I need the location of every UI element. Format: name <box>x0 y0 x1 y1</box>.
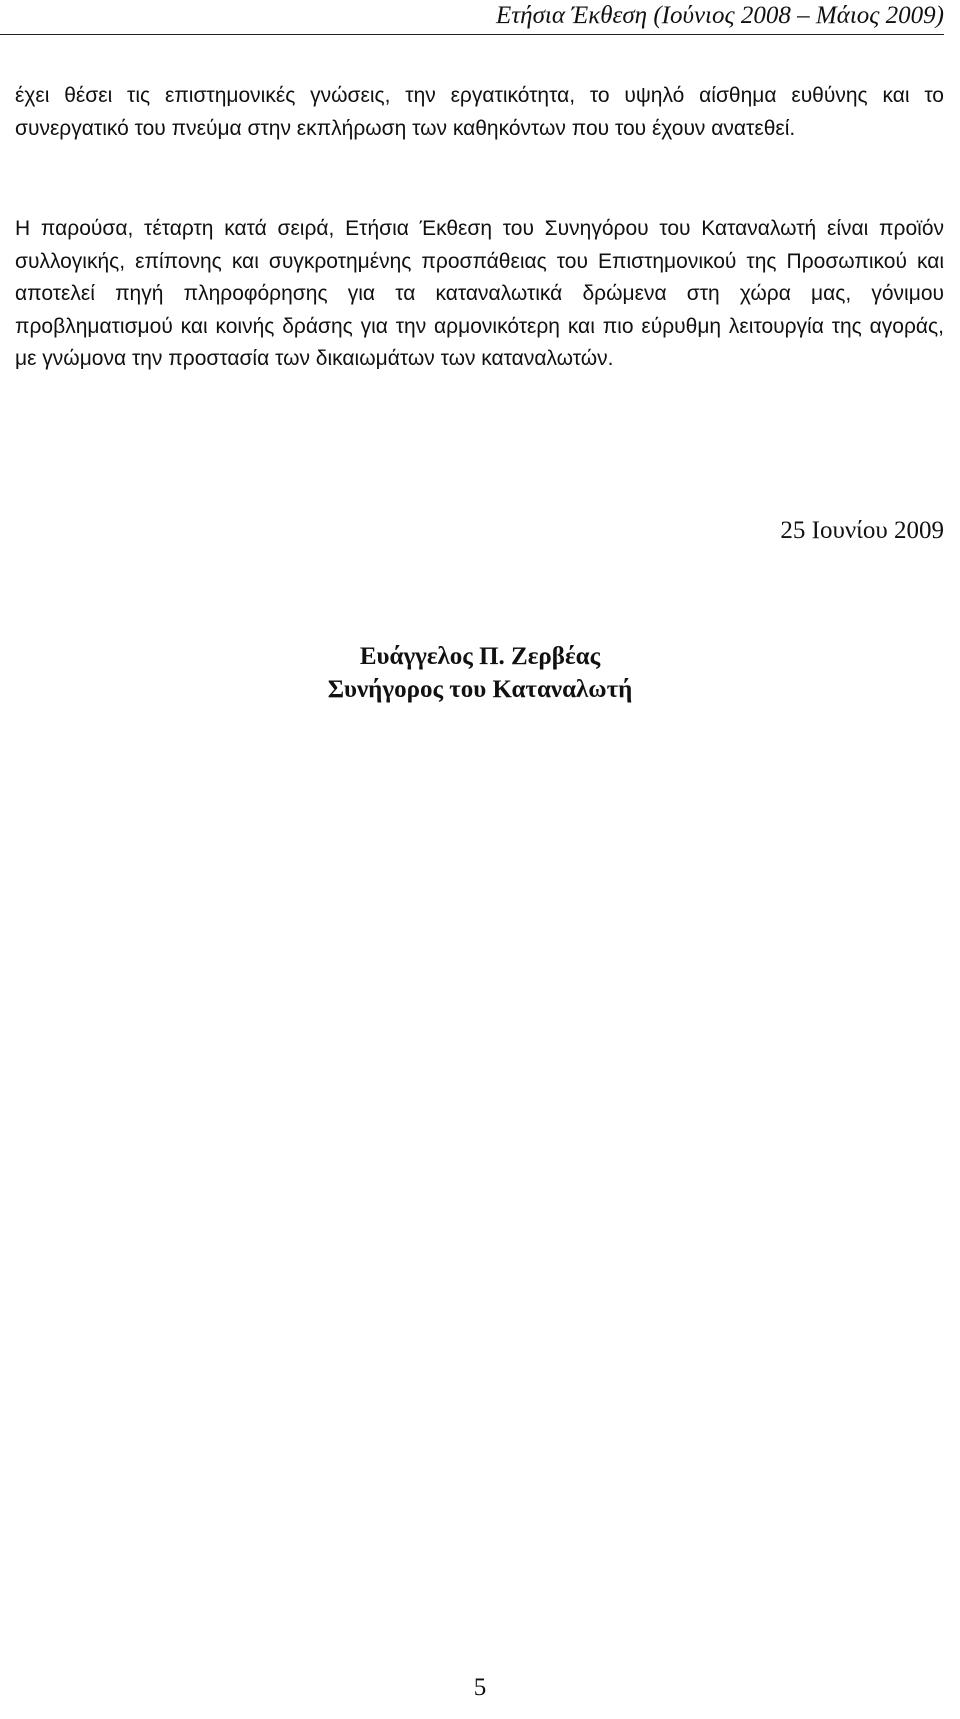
page-number: 5 <box>473 1674 487 1701</box>
body-paragraph-2: Η παρούσα, τέταρτη κατά σειρά, Ετήσια Έκθεση του Συνηγόρου του Καταναλωτή είναι προϊόν συλλογικής, επίπονης και συγκροτημένης προσπάθειας του Επιστημονικού της Προσωπικού και αποτελεί πηγή πληροφόρησης για τα καταναλωτικά δρώμενα στη χώρα μας, γόνιμου προβληματισμού και κοινής δράσης για την αρμονικότερη και πιο εύρυθμη λειτουργία της αγοράς, με γνώμονα την προστασία των δικαιωμάτων των καταναλωτών. <box>15 217 944 371</box>
body-paragraph-1: έχει θέσει τις επιστημονικές γνώσεις, την εργατικότητα, το υψηλό αίσθημα ευθύνης και το συνεργατικό του πνεύμα στην εκπλήρωση των καθηκόντων που του έχουν ανατεθεί. <box>15 84 944 140</box>
document-date: 25 Ιουνίου 2009 <box>780 517 944 544</box>
page-header <box>0 0 944 35</box>
running-header-title: Ετήσια Έκθεση (Ιούνιος 2008 – Μάιος 2009) <box>495 2 944 29</box>
signatory-title: Συνήγορος του Καταναλωτή <box>327 676 633 703</box>
signatory-name: Ευάγγελος Π. Ζερβέας <box>359 643 601 670</box>
signature-block <box>0 640 960 706</box>
